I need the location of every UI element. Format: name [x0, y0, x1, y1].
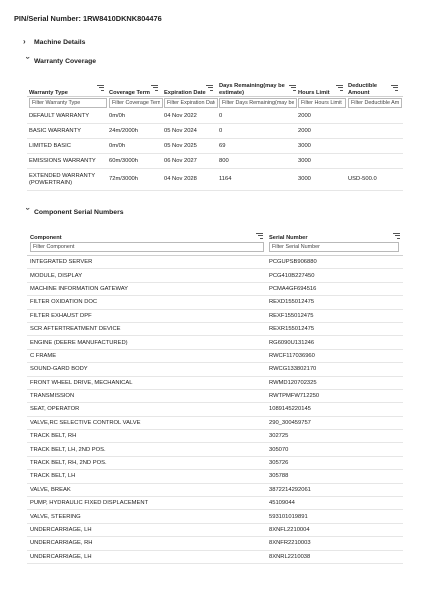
column-header[interactable]: Expiration Date: [164, 90, 206, 96]
column-filter-input[interactable]: [164, 98, 218, 108]
section-label: Machine Details: [34, 38, 86, 46]
table-row: [27, 430, 403, 443]
section-label: Warranty Coverage: [34, 57, 97, 65]
table-row: [27, 377, 403, 390]
table-cell: 04 Nov 2022: [164, 112, 197, 119]
table-cell: [348, 109, 402, 123]
table-cell: DEFAULT WARRANTY: [29, 112, 90, 119]
column-header[interactable]: Component: [30, 235, 62, 241]
component-name-cell: FILTER EXHAUST DPF: [30, 312, 92, 319]
component-name-cell: ENGINE (DEERE MANUFACTURED): [30, 339, 128, 346]
table-cell: [348, 124, 402, 138]
table-row: [27, 524, 403, 537]
component-name-cell: TRACK BELT, RH: [30, 433, 77, 440]
table-cell: 3000: [298, 176, 311, 182]
table-cell: 69: [219, 142, 226, 149]
section-warranty-coverage[interactable]: [23, 57, 96, 65]
component-name-cell: VALVE, STEERING: [30, 513, 81, 520]
component-name-cell: SCR AFTERTREATMENT DEVICE: [30, 326, 121, 333]
component-name-cell: VALVE, BREAK: [30, 486, 71, 493]
table-row: [27, 296, 403, 309]
table-cell: BASIC WARRANTY: [29, 127, 81, 134]
column-filter-input[interactable]: [298, 98, 346, 108]
component-name-cell: SEAT, OPERATOR: [30, 406, 80, 413]
table-cell: 04 Nov 2028: [164, 176, 197, 182]
column-filter-input[interactable]: [109, 98, 163, 108]
serial-number-cell: 8XNFL2210004: [269, 527, 310, 533]
filter-menu-icon[interactable]: [289, 85, 296, 91]
component-name-cell: UNDERCARRIAGE, LH: [30, 527, 92, 533]
component-name-cell: FRONT WHEEL DRIVE, MECHANICAL: [30, 379, 133, 386]
section-label: Component Serial Numbers: [34, 208, 124, 216]
table-row: [27, 283, 403, 296]
table-cell: 0m/0h: [109, 142, 126, 149]
component-name-cell: PUMP, HYDRAULIC FIXED DISPLACEMENT: [30, 500, 149, 507]
table-row: [27, 457, 403, 470]
filter-menu-icon[interactable]: [151, 85, 158, 91]
table-cell: 72m/3000h: [109, 176, 139, 182]
serial-number-cell: 305726: [269, 460, 289, 467]
serial-number-cell: 305788: [269, 473, 289, 480]
column-filter-input[interactable]: [29, 98, 107, 108]
table-cell: 0: [219, 127, 223, 134]
component-name-cell: TRACK BELT, RH, 2ND POS.: [30, 460, 107, 467]
table-cell: EMISSIONS WARRANTY: [29, 157, 96, 164]
table-cell: EXTENDED WARRANTY (POWERTRAIN): [29, 172, 96, 186]
component-name-cell: INTEGRATED SERVER: [30, 259, 93, 266]
column-header[interactable]: Serial Number: [269, 235, 308, 241]
table-cell: 05 Nov 2024: [164, 127, 197, 134]
component-name-cell: UNDERCARRIAGE, RH: [30, 540, 93, 547]
table-cell: 2000: [298, 112, 311, 119]
table-row: [27, 390, 403, 403]
serial-number-cell: RWTPMFW712250: [269, 393, 320, 400]
serial-number-cell: 305070: [269, 446, 289, 453]
component-table: [27, 230, 403, 564]
pin-title: PIN/Serial Number: 1RW8410DKNK804476: [14, 14, 162, 23]
table-row: [27, 310, 403, 323]
serial-number-cell: 3872214292061: [269, 486, 311, 493]
table-row: [27, 417, 403, 430]
component-name-cell: MODULE, DISPLAY: [30, 272, 83, 279]
component-name-cell: C FRAME: [30, 352, 57, 359]
serial-number-cell: 45109044: [269, 500, 295, 507]
table-row: [27, 139, 403, 154]
table-row: [27, 470, 403, 483]
table-cell: 0m/0h: [109, 112, 126, 119]
table-row: [27, 169, 403, 191]
table-row: [27, 403, 403, 416]
serial-number-cell: 593101019891: [269, 513, 308, 520]
filter-menu-icon[interactable]: [336, 85, 343, 91]
table-cell: 06 Nov 2027: [164, 157, 197, 164]
chevron-down-icon: ›: [23, 207, 33, 211]
filter-menu-icon[interactable]: [206, 85, 213, 91]
table-cell: [348, 154, 402, 168]
table-row: [27, 510, 403, 523]
component-name-cell: SOUND-GARD BODY: [30, 366, 88, 373]
table-cell: 3000: [298, 157, 311, 164]
warranty-table: [27, 80, 403, 191]
table-header: [27, 230, 403, 241]
table-row: [27, 323, 403, 336]
column-header[interactable]: Warranty Type: [29, 90, 68, 96]
filter-row: [27, 241, 403, 253]
table-row: [27, 363, 403, 376]
table-row: [27, 124, 403, 139]
table-cell: 800: [219, 157, 229, 164]
filter-menu-icon[interactable]: [393, 233, 400, 239]
table-row: [27, 154, 403, 169]
table-row: [27, 256, 403, 269]
section-component-serials[interactable]: [23, 208, 124, 216]
table-cell: 0: [219, 112, 223, 119]
component-name-cell: VALVE,RC SELECTIVE CONTROL VALVE: [30, 419, 141, 426]
serial-number-cell: RG6090U131246: [269, 339, 315, 346]
serial-number-cell: PCGUPSB906880: [269, 259, 317, 266]
table-cell: 1164: [219, 176, 232, 182]
table-row: [27, 350, 403, 363]
column-filter-input[interactable]: [348, 98, 402, 108]
column-filter-input[interactable]: [269, 242, 399, 252]
component-name-cell: TRANSMISSION: [30, 393, 75, 400]
serial-number-cell: RWCG133802170: [269, 366, 317, 373]
column-header[interactable]: Coverage Term: [109, 90, 150, 96]
serial-number-cell: REXD155012475: [269, 299, 315, 306]
table-row: [27, 497, 403, 510]
serial-number-cell: 8XNRL2210038: [269, 553, 311, 560]
column-header[interactable]: Hours Limit: [298, 90, 330, 96]
serial-number-cell: REXF155012475: [269, 312, 314, 319]
table-row: [27, 336, 403, 349]
component-name-cell: FILTER OXIDATION DOC: [30, 299, 98, 306]
table-header: [27, 80, 403, 97]
component-name-cell: TRACK BELT, LH: [30, 473, 76, 480]
table-cell: 24m/2000h: [109, 127, 139, 134]
table-body: [27, 109, 403, 191]
filter-menu-icon[interactable]: [256, 233, 263, 239]
table-row: [27, 109, 403, 124]
chevron-right-icon: ›: [23, 37, 26, 46]
chevron-down-icon: ›: [23, 56, 33, 60]
section-machine-details[interactable]: [23, 38, 85, 46]
filter-menu-icon[interactable]: [97, 85, 104, 91]
table-row: [27, 537, 403, 550]
serial-number-cell: REXR155012475: [269, 326, 315, 333]
serial-number-cell: RWMD120702325: [269, 379, 317, 386]
serial-number-cell: 1089145220145: [269, 406, 311, 413]
table-cell: 05 Nov 2025: [164, 142, 197, 149]
table-cell: USD-500.0: [348, 176, 377, 182]
serial-number-cell: PCMA4GF694516: [269, 285, 317, 292]
serial-number-cell: 302725: [269, 433, 289, 440]
component-name-cell: MACHINE INFORMATION GATEWAY: [30, 285, 129, 292]
column-header[interactable]: Days Remaining(may be estimate): [219, 83, 285, 96]
serial-number-cell: 8XNFR2210003: [269, 540, 311, 547]
table-row: [27, 269, 403, 282]
component-name-cell: UNDERCARRIAGE, LH: [30, 553, 92, 560]
serial-number-cell: PCG410B227450: [269, 272, 315, 279]
filter-row: [27, 97, 403, 109]
table-cell: 3000: [298, 142, 311, 149]
table-row: [27, 551, 403, 564]
table-cell: [348, 139, 402, 153]
table-body: [27, 255, 403, 564]
component-name-cell: TRACK BELT, LH, 2ND POS.: [30, 446, 106, 453]
table-cell: 60m/3000h: [109, 157, 139, 164]
table-cell: 2000: [298, 127, 311, 134]
filter-menu-icon[interactable]: [391, 85, 398, 91]
table-row: [27, 484, 403, 497]
column-filter-input[interactable]: [219, 98, 297, 108]
table-cell: LIMITED BASIC: [29, 142, 71, 149]
table-row: [27, 443, 403, 456]
column-header[interactable]: Deductible Amount: [348, 83, 378, 96]
serial-number-cell: RWCF117036960: [269, 352, 315, 359]
serial-number-cell: 290_300459757: [269, 419, 311, 426]
column-filter-input[interactable]: [30, 242, 264, 252]
